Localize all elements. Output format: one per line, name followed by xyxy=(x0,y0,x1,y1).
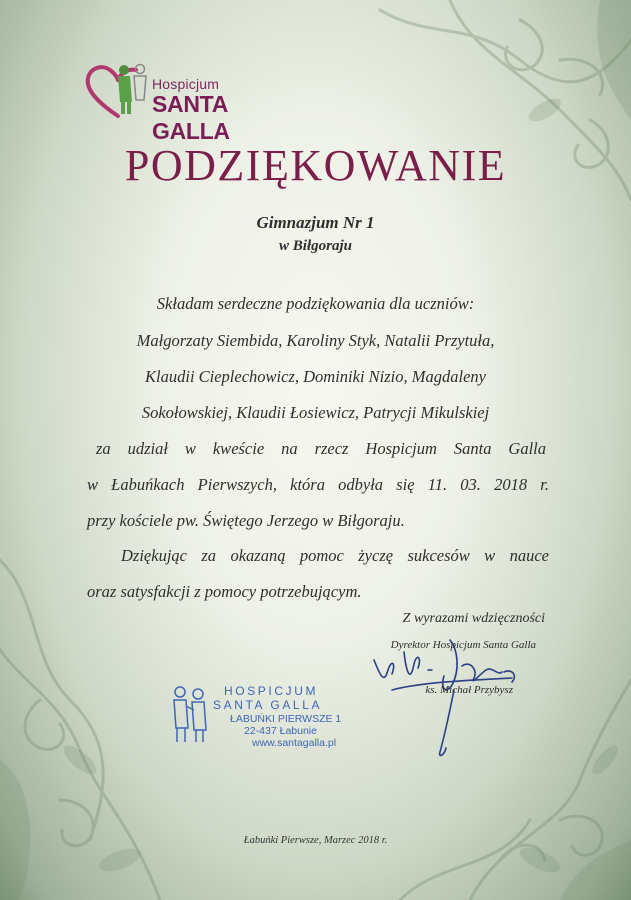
stamp-postal: 22-437 Łabunie xyxy=(244,725,317,737)
place-and-date: Łabuńki Pierwsze, Marzec 2018 r. xyxy=(243,835,388,846)
caregiver-figures-icon xyxy=(168,684,214,746)
event-line: w Łabuńkach Pierwszych, która odbyła się 11. 03. 2018 r. xyxy=(87,475,549,494)
logo-text-hospicjum: Hospicjum xyxy=(152,76,220,92)
hospice-logo xyxy=(84,60,304,144)
body-intro: Składam serdeczne podziękowania dla uczniów: xyxy=(156,294,475,313)
stamp-address: ŁABUŃKI PIERWSZE 1 xyxy=(230,713,342,725)
signatory-name: ks. Michał Przybysz xyxy=(425,684,513,696)
wishes-line: Dziękując za okazaną pomoc życzę sukcesów w nauce xyxy=(121,546,549,565)
student-names-line: Klaudii Cieplechowicz, Dominiki Nizio, Magdaleny xyxy=(145,367,486,386)
student-names-line: Sokołowskiej, Klaudii Łosiewicz, Patrycji Mikulskiej xyxy=(141,403,490,422)
logo-text-santa-galla: SANTA GALLA xyxy=(152,91,230,144)
hospice-stamp xyxy=(168,684,368,754)
student-names-line: Małgorzaty Siembida, Karoliny Styk, Natalii Przytuła, xyxy=(136,331,495,350)
stamp-website: www.santagalla.pl xyxy=(252,737,337,749)
heart-with-figures-icon xyxy=(84,60,154,120)
recipient-school: Gimnazjum Nr 1 xyxy=(256,213,375,232)
document-title: PODZIĘKOWANIE xyxy=(124,141,507,190)
stamp-line: HOSPICJUM xyxy=(224,684,319,698)
closing-regards: Z wyrazami wdzięczności xyxy=(402,611,545,626)
recipient-town: w Biłgoraju xyxy=(279,238,352,254)
event-line: przy kościele pw. Świętego Jerzego w Biłgoraju. xyxy=(87,511,405,530)
handwritten-signature xyxy=(362,630,532,765)
wishes-line: oraz satysfakcji z pomocy potrzebującym. xyxy=(87,582,362,601)
stamp-line: SANTA GALLA xyxy=(213,698,323,712)
event-line: za udział w kweście na rzecz Hospicjum Santa Galla xyxy=(96,439,546,458)
signatory-position: Dyrektor Hospicjum Santa Galla xyxy=(390,639,536,651)
